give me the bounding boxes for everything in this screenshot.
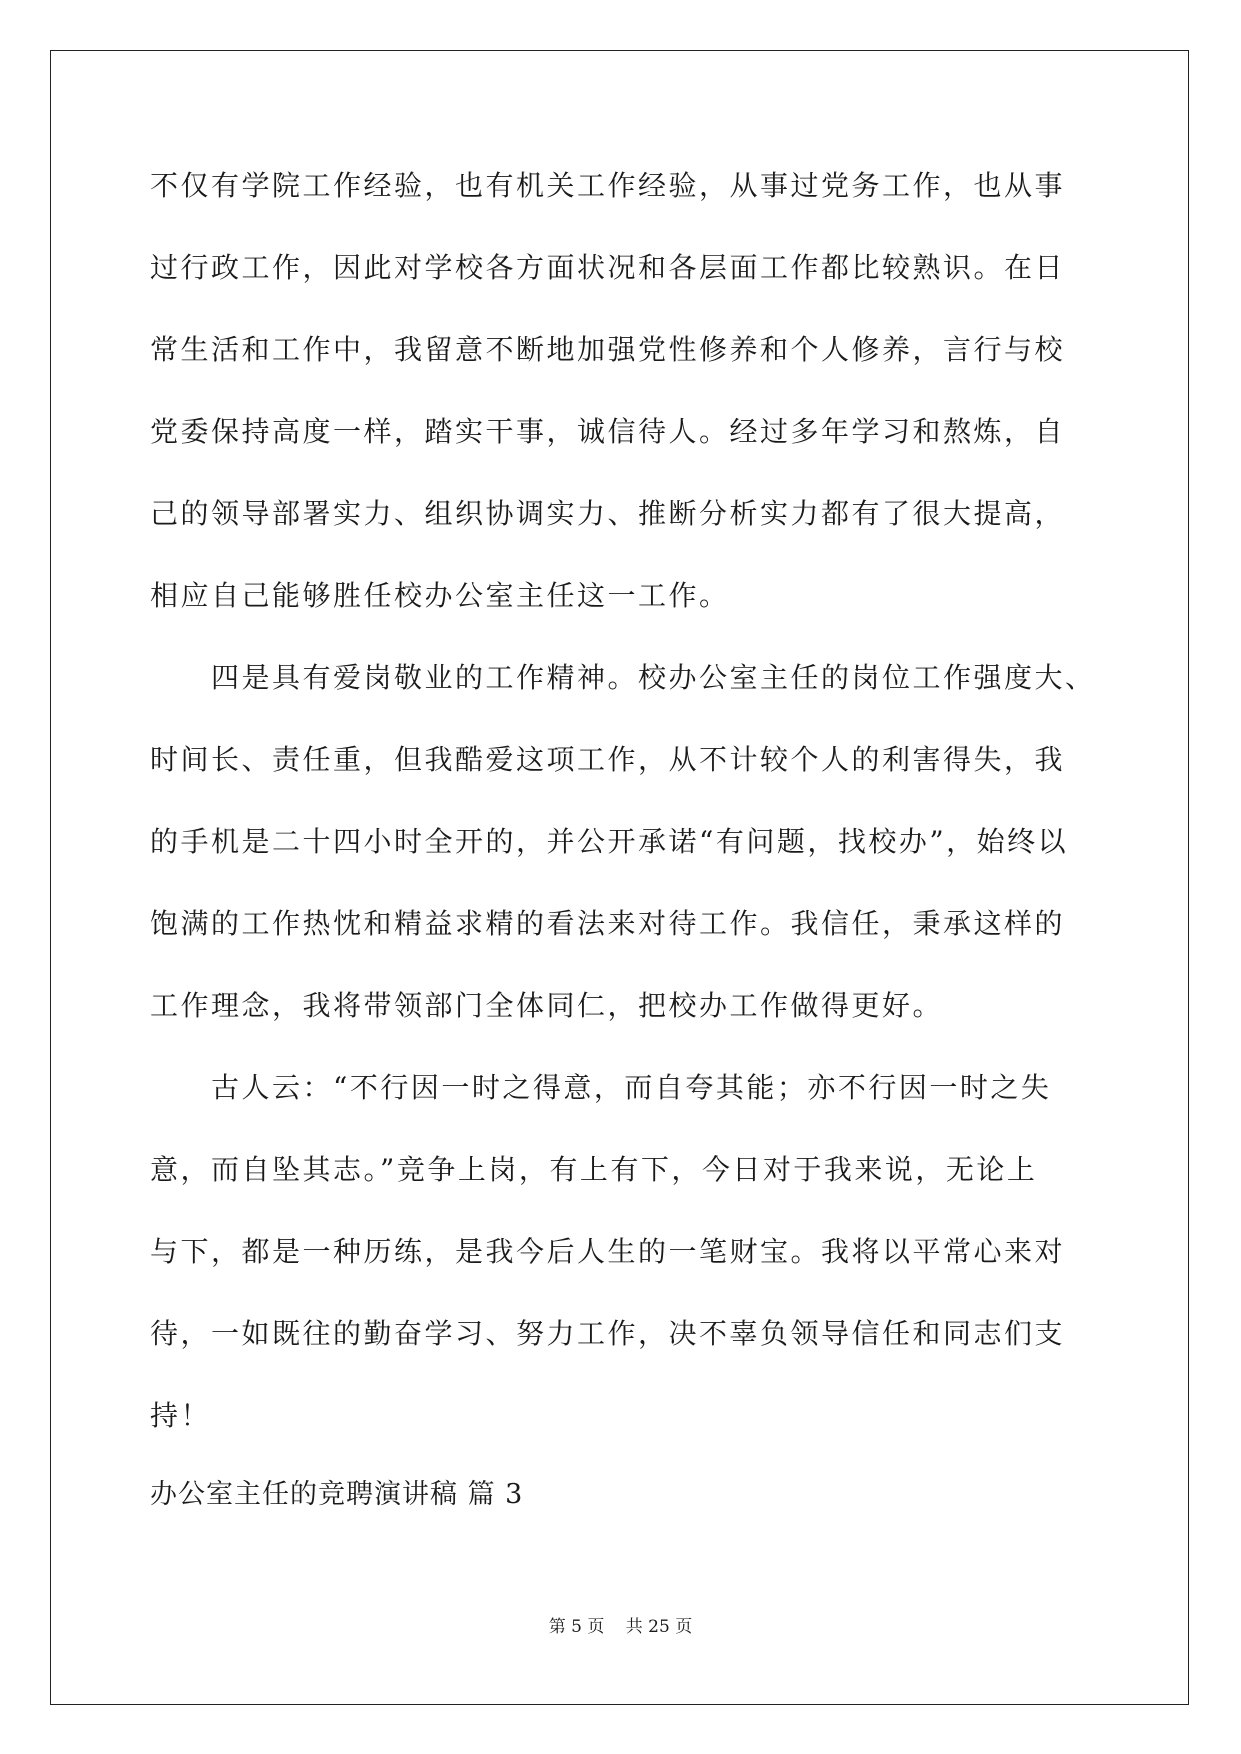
text-line: 不仅有学院工作经验，也有机关工作经验，从事过党务工作，也从事: [150, 169, 1066, 202]
text-line: 古人云：“不行因一时之得意，而自夸其能；亦不行因一时之失: [150, 1071, 1052, 1104]
text-line: 时间长、责任重，但我酷爱这项工作，从不计较个人的利害得失，我: [150, 743, 1066, 776]
document-body: [150, 145, 1096, 1529]
text-line: 党委保持高度一样，踏实干事，诚信待人。经过多年学习和熬炼，自: [150, 415, 1066, 448]
section-heading: 办公室主任的竞聘演讲稿 篇 3: [150, 1479, 524, 1510]
page-footer: [0, 1612, 1241, 1637]
text-line: 过行政工作，因此对学校各方面状况和各层面工作都比较熟识。在日: [150, 251, 1066, 284]
text-line: 相应自己能够胜任校办公室主任这一工作。: [150, 579, 730, 612]
text-line: 己的领导部署实力、组织协调实力、推断分析实力都有了很大提高，: [150, 497, 1066, 530]
page-number-current: 第 5 页: [548, 1617, 605, 1637]
text-line: 意，而自坠其志。”竞争上岗，有上有下，今日对于我来说，无论上: [150, 1153, 1038, 1186]
text-line: 工作理念，我将带领部门全体同仁，把校办工作做得更好。: [150, 989, 944, 1022]
text-line: 常生活和工作中，我留意不断地加强党性修养和个人修养，言行与校: [150, 333, 1066, 366]
text-line: 的手机是二十四小时全开的，并公开承诺“有问题，找校办”，始终以: [150, 825, 1069, 858]
text-line: 四是具有爱岗敬业的工作精神。校办公室主任的岗位工作强度大、: [150, 661, 1096, 694]
text-line: 饱满的工作热忱和精益求精的看法来对待工作。我信任，秉承这样的: [150, 907, 1066, 940]
text-line: 持！: [150, 1399, 212, 1432]
text-line: 与下，都是一种历练，是我今后人生的一笔财宝。我将以平常心来对: [150, 1235, 1066, 1268]
page-number-total: 共 25 页: [625, 1617, 693, 1637]
text-line: 待，一如既往的勤奋学习、努力工作，决不辜负领导信任和同志们支: [150, 1317, 1066, 1350]
